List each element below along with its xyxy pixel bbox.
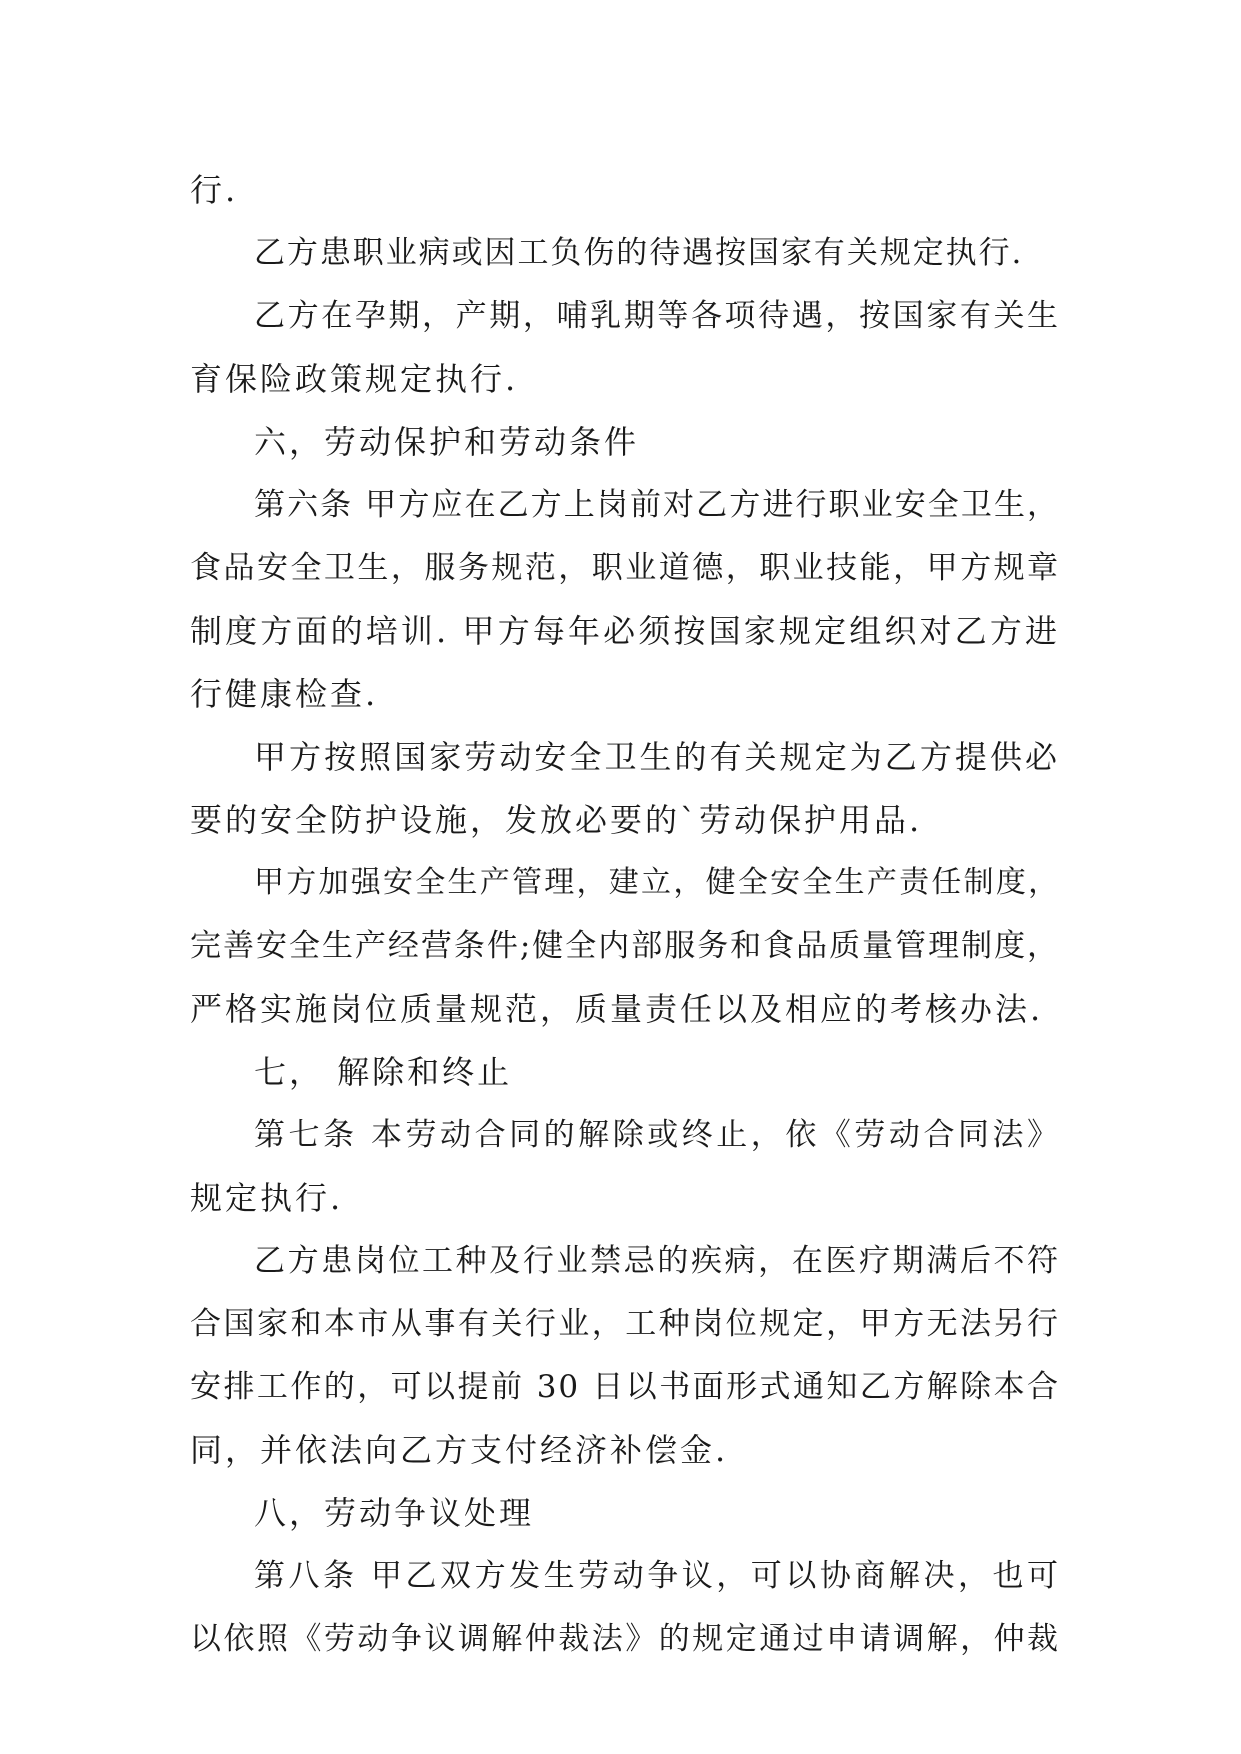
text-line: 甲方加强安全生产管理，建立，健全安全生产责任制度， <box>254 865 1060 900</box>
text-line: 行. <box>190 171 239 209</box>
text-line: 要的安全防护设施，发放必要的`劳动保护用品. <box>190 801 923 839</box>
section-heading: 七， 解除和终止 <box>254 1053 513 1091</box>
text-line: 乙方患职业病或因工负伤的待遇按国家有关规定执行. <box>254 235 1024 271</box>
section-heading: 六，劳动保护和劳动条件 <box>254 423 640 461</box>
text-line: 同，并依法向乙方支付经济补偿金. <box>190 1431 729 1469</box>
text-line: 以依照《劳动争议调解仲裁法》的规定通过申请调解，仲裁 <box>190 1621 1060 1657</box>
text-line: 严格实施岗位质量规范，质量责任以及相应的考核办法. <box>190 990 1044 1028</box>
text-line: 安排工作的，可以提前 30 日以书面形式通知乙方解除本合 <box>190 1369 1060 1405</box>
section-heading: 八，劳动争议处理 <box>254 1494 535 1532</box>
text-line: 合国家和本市从事有关行业，工种岗位规定，甲方无法另行 <box>190 1306 1060 1342</box>
text-line: 甲方按照国家劳动安全卫生的有关规定为乙方提供必 <box>254 738 1060 776</box>
text-line: 乙方患岗位工种及行业禁忌的疾病，在医疗期满后不符 <box>254 1243 1060 1279</box>
text-line: 制度方面的培训. 甲方每年必须按国家规定组织对乙方进 <box>190 612 1060 650</box>
text-line: 规定执行. <box>190 1179 344 1217</box>
text-line: 行健康检查. <box>190 675 379 713</box>
text-line: 完善安全生产经营条件;健全内部服务和食品质量管理制度， <box>190 928 1060 964</box>
text-line: 育保险政策规定执行. <box>190 360 519 398</box>
text-line: 乙方在孕期，产期，哺乳期等各项待遇，按国家有关生 <box>254 298 1060 334</box>
text-line: 第七条 本劳动合同的解除或终止，依《劳动合同法》 <box>254 1117 1060 1153</box>
text-line: 第八条 甲乙双方发生劳动争议，可以协商解决，也可 <box>254 1558 1060 1594</box>
text-line: 第六条 甲方应在乙方上岗前对乙方进行职业安全卫生， <box>254 487 1060 523</box>
text-line: 食品安全卫生，服务规范，职业道德，职业技能，甲方规章 <box>190 550 1060 586</box>
